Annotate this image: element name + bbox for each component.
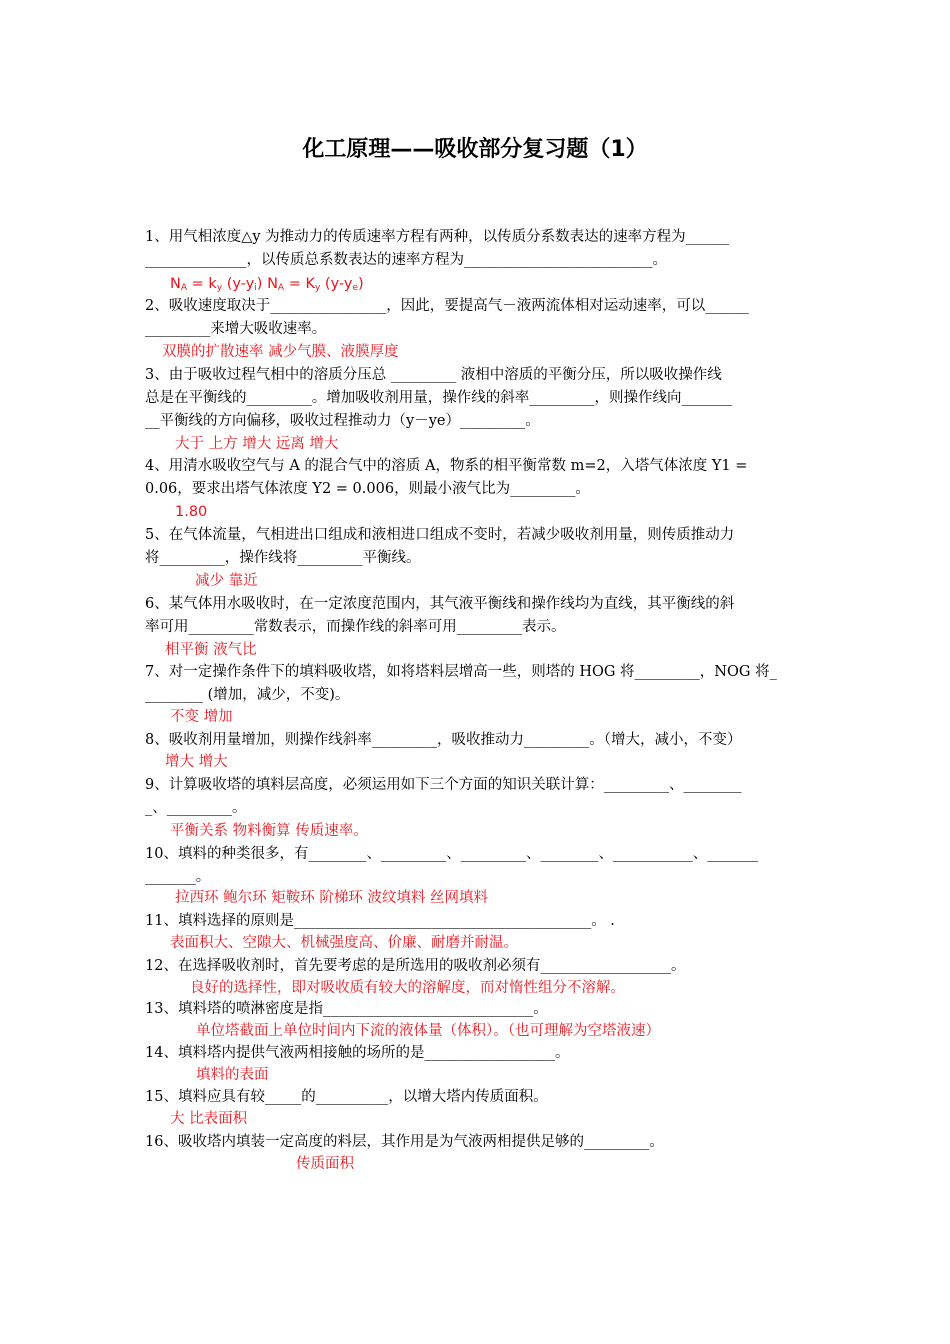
q5-line-1: 5、在气体流量，气相进出口组成和液相进口组成不变时，若减少吸收剂用量，则传质推动力 xyxy=(145,527,735,543)
q3-answer: 大于 上方 增大 远离 增大 xyxy=(175,436,339,452)
q4-answer: 1.80 xyxy=(175,504,208,520)
q11-answer: 表面积大、空隙大、机械强度高、价廉、耐磨并耐温。 xyxy=(170,935,518,951)
q15-line-1: 15、填料应具有较_____的__________，以增大塔内传质面积。 xyxy=(145,1089,548,1105)
q3-line-2: 总是在平衡线的_________。增加吸收剂用量，操作线的斜率_________，则操作线向_______ xyxy=(145,390,733,406)
q5-answer: 减少 靠近 xyxy=(195,573,258,589)
q8-answer: 增大 增大 xyxy=(165,754,228,770)
q3-line-1: 3、由于吸收过程气相中的溶质分压总 _________ 液相中溶质的平衡分压，所以吸收操作线 xyxy=(145,367,722,383)
q6-answer: 相平衡 液气比 xyxy=(165,642,257,658)
q10-line-1: 10、填料的种类很多，有________、_________、_________、________、___________、_______ xyxy=(145,846,758,862)
q4-line-2: 0.06，要求出塔气体浓度 Y2 = 0.006，则最小液气比为_________。 xyxy=(145,481,590,497)
q9-line-2: _、_________。 xyxy=(145,800,247,816)
q10-answer: 拉西环 鲍尔环 矩鞍环 阶梯环 波纹填料 丝网填料 xyxy=(175,890,489,906)
q6-line-1: 6、某气体用水吸收时，在一定浓度范围内，其气液平衡线和操作线均为直线，其平衡线的斜 xyxy=(145,596,735,612)
q2-line-2: _________来增大吸收速率。 xyxy=(145,321,327,337)
q14-line-1: 14、填料塔内提供气液两相接触的场所的是__________________。 xyxy=(145,1045,570,1061)
q4-line-1: 4、用清水吸收空气与 A 的混合气中的溶质 A，物系的相平衡常数 m=2，入塔气体浓度 Y1 = xyxy=(145,458,748,474)
q2-answer: 双膜的扩散速率 减少气膜、液膜厚度 xyxy=(162,344,399,360)
page-title: 化工原理——吸收部分复习题（1） xyxy=(302,137,648,162)
q1-line-2: ______________，以传质总系数表达的速率方程为__________________________。 xyxy=(145,252,667,268)
q11-line-1: 11、填料选择的原则是_________________________________________。 . xyxy=(145,913,615,929)
q12-line-1: 12、在选择吸收剂时，首先要考虑的是所选用的吸收剂必须有__________________。 xyxy=(145,958,686,974)
q9-answer: 平衡关系 物料衡算 传质速率。 xyxy=(170,823,368,839)
q14-answer: 填料的表面 xyxy=(196,1067,269,1083)
q3-line-3: __平衡线的方向偏移，吸收过程推动力（y－ye）_________。 xyxy=(145,413,540,429)
q16-line-1: 16、吸收塔内填装一定高度的料层，其作用是为气液两相提供足够的_________。 xyxy=(145,1134,664,1150)
q13-answer: 单位塔截面上单位时间内下流的液体量（体积）。（也可理解为空塔液速） xyxy=(196,1023,660,1039)
q5-line-2: 将_________，操作线将_________平衡线。 xyxy=(145,550,421,566)
q16-answer: 传质面积 xyxy=(296,1156,354,1172)
q9-line-1: 9、计算吸收塔的填料层高度，必须运用如下三个方面的知识关联计算：_________、________ xyxy=(145,777,742,793)
q7-answer: 不变 增加 xyxy=(170,709,233,725)
q2-line-1: 2、吸收速度取决于________________，因此，要提高气－液两流体相对运动速率，可以______ xyxy=(145,298,749,314)
q8-line-1: 8、吸收剂用量增加，则操作线斜率_________，吸收推动力_________。（增大，减小，不变） xyxy=(145,732,742,748)
q6-line-2: 率可用_________常数表示，而操作线的斜率可用_________表示。 xyxy=(145,619,566,635)
q10-line-2: _______。 xyxy=(145,869,211,885)
q12-answer: 良好的选择性，即对吸收质有较大的溶解度，而对惰性组分不溶解。 xyxy=(190,980,625,996)
q7-line-1: 7、对一定操作条件下的填料吸收塔，如将塔料层增高一些，则塔的 HOG 将_________，NOG 将_ xyxy=(145,664,777,680)
q7-line-2: ________ (增加，减少，不变)。 xyxy=(145,687,350,703)
q1-answer-formula: $N_A = k_y$ $(y-y_i) N_A = K_y$ $(y-y_e)$ xyxy=(170,276,364,293)
q13-line-1: 13、填料塔的喷淋密度是指_____________________________。 xyxy=(145,1001,548,1017)
q1-line-1: 1、用气相浓度△y 为推动力的传质速率方程有两种，以传质分系数表达的速率方程为______ xyxy=(145,229,730,245)
q15-answer: 大 比表面积 xyxy=(170,1111,248,1127)
